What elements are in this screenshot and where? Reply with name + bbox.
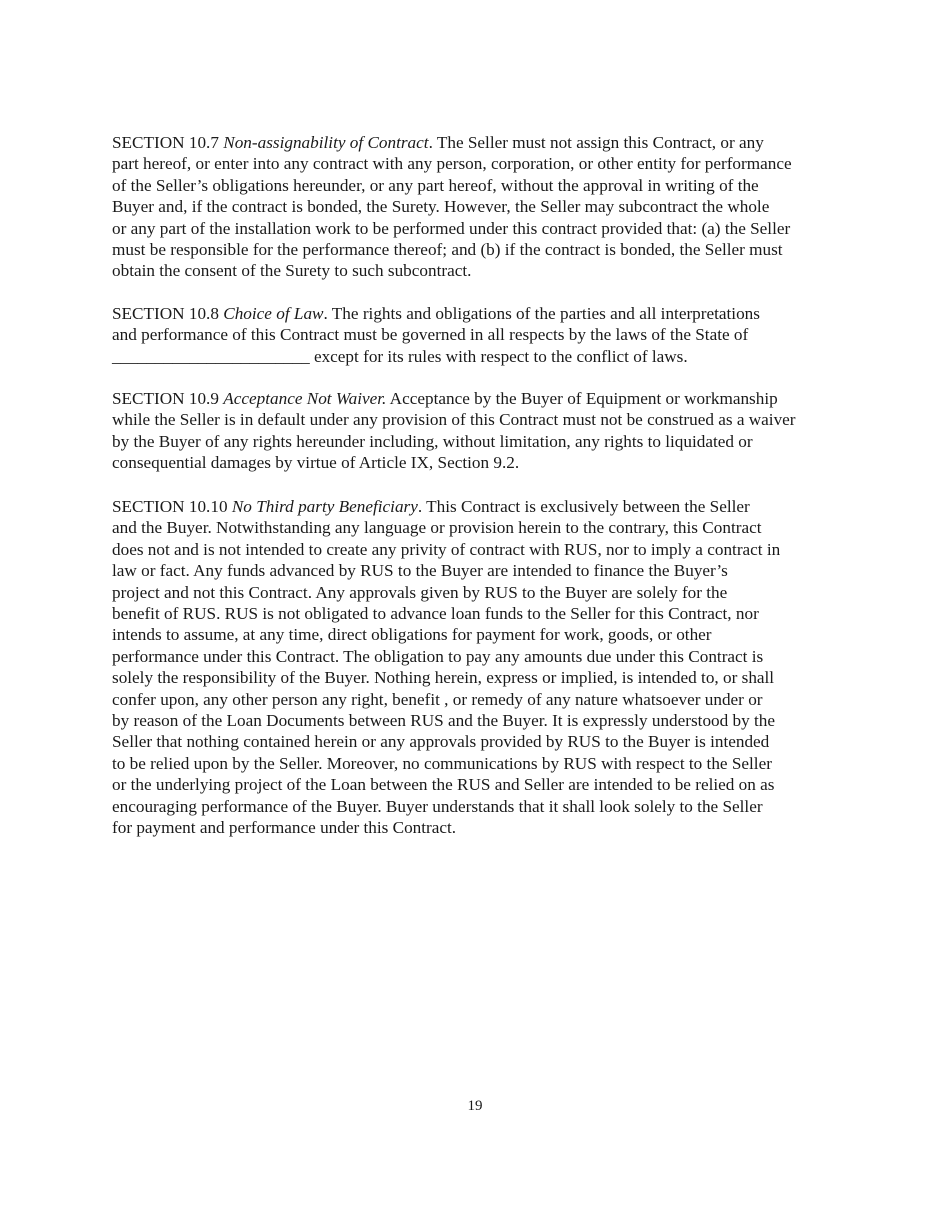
text-line: for payment and performance under this Contract. bbox=[112, 818, 457, 838]
text-line: SECTION 10.10 No Third party Beneficiary. This Contract is exclusively between the Seller bbox=[112, 497, 750, 516]
text-line: of the Seller’s obligations hereunder, or any part hereof, without the approval in writing of the bbox=[112, 175, 759, 195]
section-10-9-acceptance-not-waiver bbox=[112, 388, 872, 474]
section-heading: Acceptance Not Waiver. bbox=[223, 389, 387, 408]
text-line: benefit of RUS. RUS is not obligated to advance loan funds to the Seller for this Contract, nor bbox=[112, 604, 759, 624]
text-line: while the Seller is in default under any provision of this Contract must not be construed as a waiver bbox=[112, 410, 796, 430]
text-line: by reason of the Loan Documents between RUS and the Buyer. It is expressly understood by the bbox=[112, 711, 776, 731]
section-10-10-no-third-party-beneficiary bbox=[112, 496, 872, 839]
text-line: consequential damages by virtue of Article IX, Section 9.2. bbox=[112, 453, 520, 473]
text-line: project and not this Contract. Any approvals given by RUS to the Buyer are solely for the bbox=[112, 582, 728, 602]
text-line: confer upon, any other person any right, benefit , or remedy of any nature whatsoever under or bbox=[112, 689, 763, 709]
text-line: and performance of this Contract must be governed in all respects by the laws of the State of bbox=[112, 325, 749, 345]
text-line: part hereof, or enter into any contract with any person, corporation, or other entity for performance bbox=[112, 154, 792, 174]
text-line: _______________________ except for its rules with respect to the conflict of laws. bbox=[112, 346, 688, 366]
text-line: obtain the consent of the Surety to such subcontract. bbox=[112, 261, 472, 281]
text-line: or any part of the installation work to be performed under this contract provided that: (a) the Seller bbox=[112, 218, 791, 238]
text-line: performance under this Contract. The obligation to pay any amounts due under this Contract is bbox=[112, 646, 764, 666]
section-10-8-choice-of-law bbox=[112, 303, 872, 367]
text-line: to be relied upon by the Seller. Moreover, no communications by RUS with respect to the Seller bbox=[112, 753, 772, 773]
text-line: by the Buyer of any rights hereunder including, without limitation, any rights to liquidated or bbox=[112, 431, 753, 451]
text-line: encouraging performance of the Buyer. Buyer understands that it shall look solely to the Seller bbox=[112, 796, 763, 816]
section-heading: Choice of Law bbox=[223, 304, 324, 323]
text-line: intends to assume, at any time, direct obligations for payment for work, goods, or other bbox=[112, 625, 712, 645]
text-line: Buyer and, if the contract is bonded, the Surety. However, the Seller may subcontract the whole bbox=[112, 197, 770, 217]
text-line: does not and is not intended to create any privity of contract with RUS, nor to imply a contract in bbox=[112, 539, 781, 559]
text-line: SECTION 10.7 Non-assignability of Contract. The Seller must not assign this Contract, or any bbox=[112, 133, 764, 152]
text-line: law or fact. Any funds advanced by RUS to the Buyer are intended to finance the Buyer’s bbox=[112, 561, 728, 581]
text-line: Seller that nothing contained herein or any approvals provided by RUS to the Buyer is intended bbox=[112, 732, 770, 752]
text-line: and the Buyer. Notwithstanding any language or provision herein to the contrary, this Contract bbox=[112, 518, 762, 538]
section-heading: Non-assignability of Contract bbox=[223, 133, 429, 152]
page-number: 19 bbox=[467, 1098, 483, 1114]
text-line: solely the responsibility of the Buyer. Nothing herein, express or implied, is intended to, or shall bbox=[112, 668, 775, 688]
text-line: or the underlying project of the Loan between the RUS and Seller are intended to be relied on as bbox=[112, 775, 775, 795]
text-line: SECTION 10.8 Choice of Law. The rights and obligations of the parties and all interpretations bbox=[112, 304, 760, 323]
text-line: SECTION 10.9 Acceptance Not Waiver. Acceptance by the Buyer of Equipment or workmanship bbox=[112, 389, 778, 408]
text-line: must be responsible for the performance thereof; and (b) if the contract is bonded, the Seller must bbox=[112, 240, 783, 260]
section-heading: No Third party Beneficiary bbox=[231, 497, 418, 516]
section-10-7-non-assignability bbox=[112, 132, 872, 282]
